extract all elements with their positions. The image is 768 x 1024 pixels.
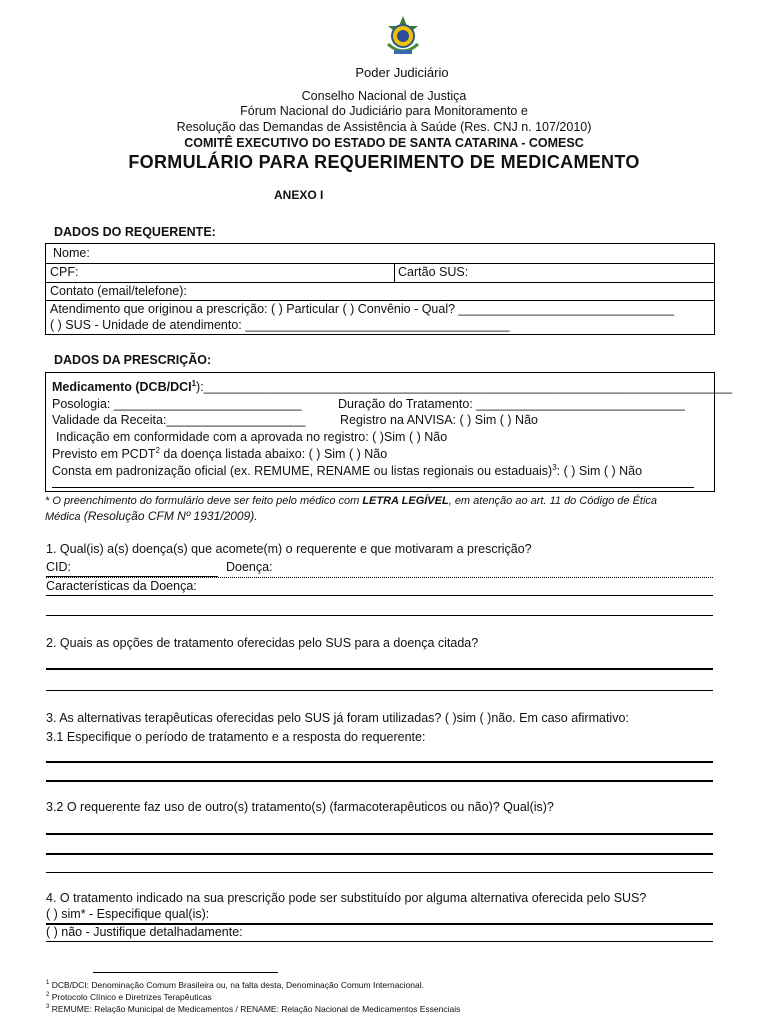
question-2: 2. Quais as opções de tratamento oferecidas pelo SUS para a doença citada? xyxy=(46,636,479,650)
annex-label: ANEXO I xyxy=(274,188,324,202)
padronizacao-field[interactable]: Consta em padronização oficial (ex. REMUME, RENAME ou listas regionais ou estaduais)$^3$: ( ) Sim ( ) Não xyxy=(52,463,643,479)
question-3-1: 3.1 Especifique o período de tratamento e a resposta do requerente: xyxy=(46,730,426,744)
duracao-field[interactable]: Duração do Tratamento: ______________________________ xyxy=(338,397,685,411)
validade-field[interactable]: Validade da Receita:____________________ xyxy=(52,413,306,427)
answer-line[interactable] xyxy=(46,872,713,873)
prescricao-box xyxy=(45,372,733,492)
footnote-3: $^3$ REMUME: Relação Municipal de Medicamentos / RENAME: Relação Nacional de Medicamentos Essenciais xyxy=(46,1004,461,1014)
answer-line[interactable] xyxy=(46,853,713,855)
org-name: Poder Judiciário xyxy=(355,65,449,80)
indicacao-field[interactable]: Indicação em conformidade com a aprovada no registro: ( )Sim ( ) Não xyxy=(56,430,448,444)
answer-line[interactable] xyxy=(46,833,713,835)
medicamento-field[interactable]: Medicamento (DCB/DCI$^1$):____________________________________________________________________________ xyxy=(52,379,733,395)
requerente-box xyxy=(45,243,715,335)
cpf-field[interactable]: CPF: xyxy=(50,265,79,279)
section-requerente: DADOS DO REQUERENTE: xyxy=(54,225,216,239)
atendimento-field[interactable]: Atendimento que originou a prescrição: ( ) Particular ( ) Convênio - Qual? _______________________________ xyxy=(50,302,675,316)
footnote-1: $^1$ DCB/DCI: Denominação Comum Brasileira ou, na falta desta, Denominação Comum Internacional. xyxy=(46,980,425,990)
sus-unidade-field[interactable]: ( ) SUS - Unidade de atendimento: ______________________________________ xyxy=(50,318,510,332)
cartao-sus-field[interactable]: Cartão SUS: xyxy=(398,265,469,279)
answer-line[interactable] xyxy=(46,690,713,691)
question-3-2: 3.2 O requerente faz uso de outro(s) tratamento(s) (farmacoterapêuticos ou não)? Qual(is)? xyxy=(46,800,554,814)
answer-line[interactable] xyxy=(46,761,713,763)
posologia-field[interactable]: Posologia: ___________________________ xyxy=(52,397,302,411)
answer-line[interactable] xyxy=(46,668,713,670)
form-title: FORMULÁRIO PARA REQUERIMENTO DE MEDICAMENTO xyxy=(128,152,640,172)
q4-nao-option[interactable]: ( ) não - Justifique detalhadamente: xyxy=(46,925,243,939)
brasao-seal-icon xyxy=(380,14,426,60)
question-3: 3. As alternativas terapêuticas oferecidas pelo SUS já foram utilizadas? ( )sim ( )não. Em caso afirmativo: xyxy=(46,711,629,725)
section-prescricao: DADOS DA PRESCRIÇÃO: xyxy=(54,353,212,367)
footnote-2: $^2$ Protocolo Clínico e Diretrizes Terapêuticas xyxy=(46,992,212,1002)
question-4: 4. O tratamento indicado na sua prescrição pode ser substituído por alguma alternativa oferecida pelo SUS? xyxy=(46,891,647,905)
contato-field[interactable]: Contato (email/telefone): xyxy=(50,284,187,298)
nome-field[interactable]: Nome: xyxy=(53,246,90,260)
caracteristicas-field[interactable]: Características da Doença: xyxy=(46,579,197,593)
header-line-3: Resolução das Demandas de Assistência à Saúde (Res. CNJ n. 107/2010) xyxy=(176,120,592,134)
pcdt-field[interactable]: Previsto em PCDT$^2$ da doença listada abaixo: ( ) Sim ( ) Não xyxy=(52,446,388,462)
cid-field[interactable]: CID: xyxy=(46,560,71,574)
header-line-1: Conselho Nacional de Justiça xyxy=(301,89,467,103)
q4-sim-option[interactable]: ( ) sim* - Especifique qual(is): xyxy=(46,907,210,921)
footnote-separator xyxy=(93,972,278,973)
anvisa-field[interactable]: Registro na ANVISA: ( ) Sim ( ) Não xyxy=(340,413,538,427)
doenca-field[interactable]: Doença: xyxy=(226,560,273,574)
header-line-2: Fórum Nacional do Judiciário para Monitoramento e xyxy=(240,104,528,118)
legibility-note: * O preenchimento do formulário deve ser feito pelo médico com LETRA LEGÍVEL, em atenção ao art. 11 do Código de Ética Médica (Resolução CFM Nº 1931/2009). xyxy=(45,495,658,523)
question-1: 1. Qual(is) a(s) doença(s) que acomete(m) o requerente e que motivaram a prescrição? xyxy=(46,542,532,556)
answer-line[interactable] xyxy=(46,780,713,782)
header-line-4: COMITÊ EXECUTIVO DO ESTADO DE SANTA CATARINA - COMESC xyxy=(184,136,584,150)
